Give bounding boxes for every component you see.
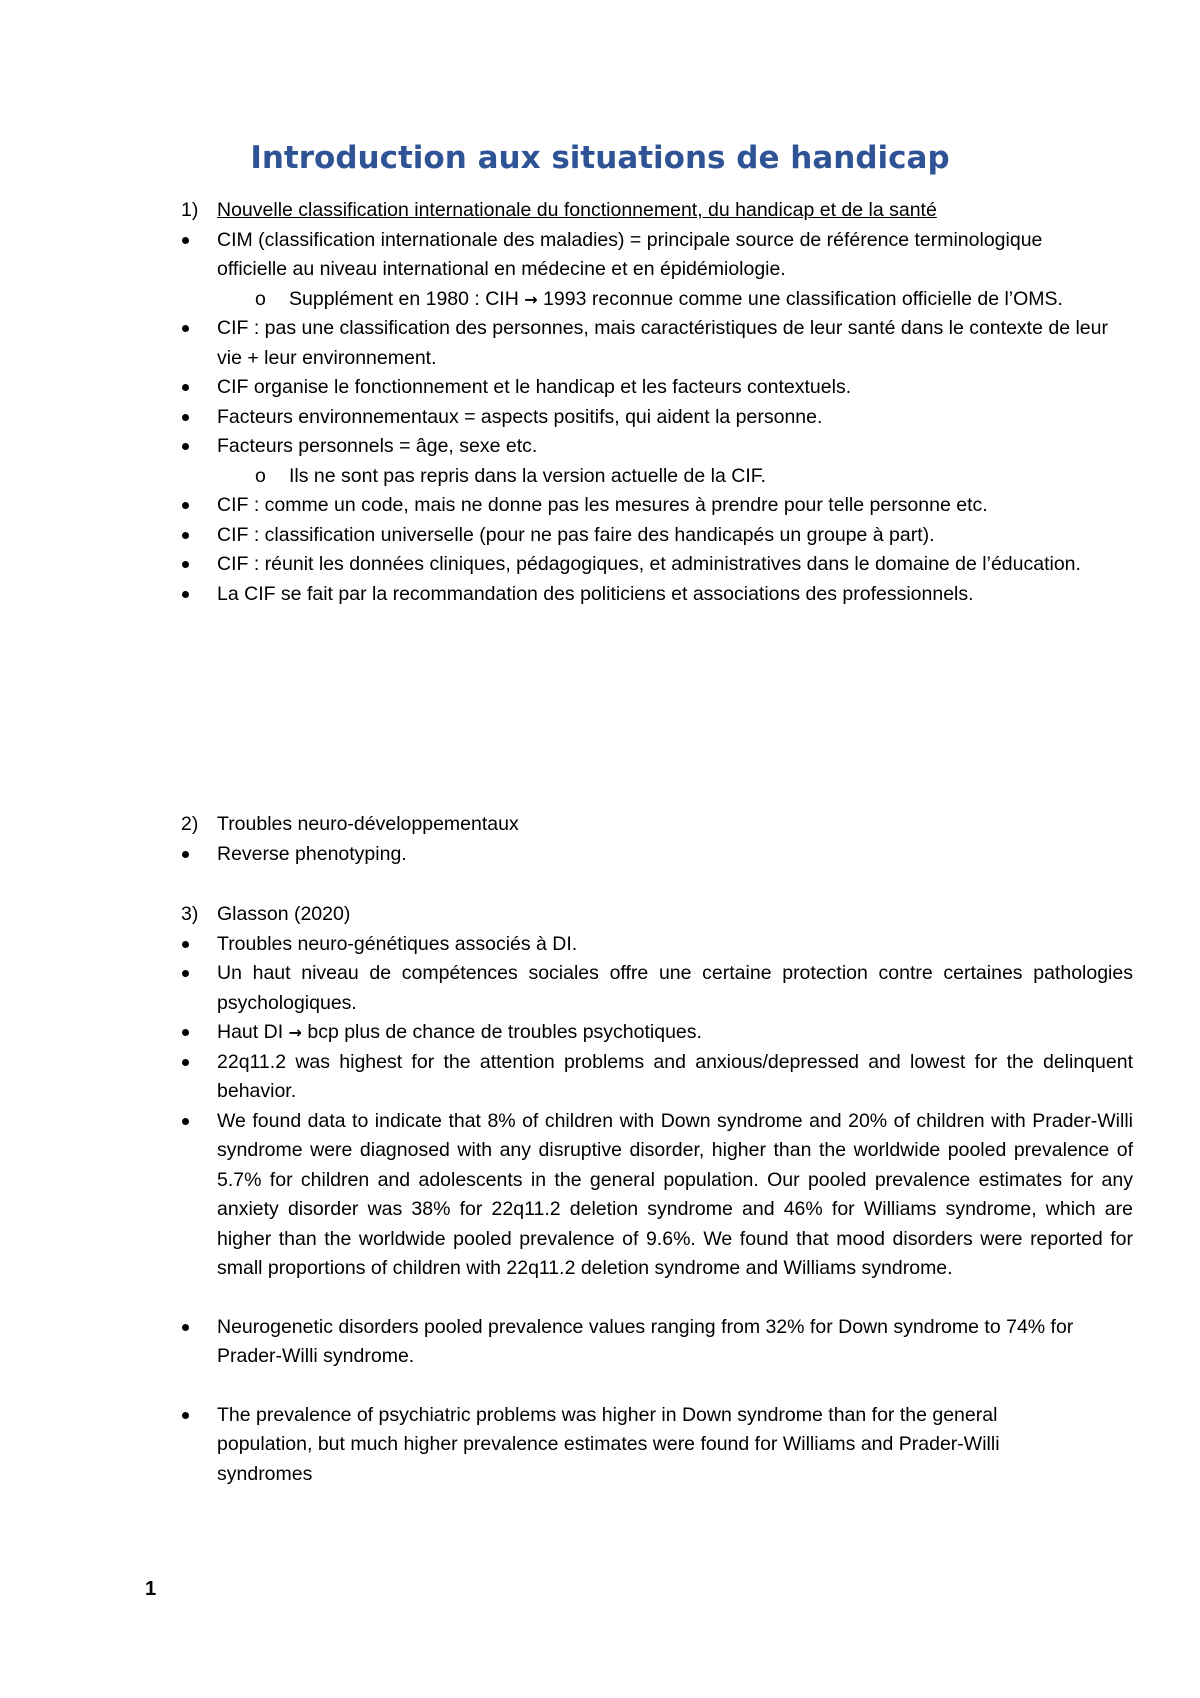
- arrow-icon: →: [288, 1023, 302, 1042]
- list-item: CIF : pas une classification des personnes, mais caractéristiques de leur santé dans le contexte de leur vie + leur environnement.: [145, 314, 1117, 373]
- list-item: The prevalence of psychiatric problems was higher in Down syndrome than for the general population, but much higher prevalence estimates were found for Williams and Prader-Willi syndromes: [145, 1401, 1087, 1490]
- sub-bullet-marker: o: [255, 287, 266, 310]
- page-number: 1: [145, 1578, 157, 1600]
- section-1: [181, 196, 1108, 609]
- sub-list-item: o Supplément en 1980 : CIH → 1993 reconnue comme une classification officielle de l’OMS.: [145, 285, 1139, 315]
- section-heading: Glasson (2020): [217, 903, 351, 925]
- section-3-heading-row: [181, 900, 1081, 930]
- arrow-icon: →: [524, 289, 538, 309]
- sub-list-item: o Ils ne sont pas repris dans la version actuelle de la CIF.: [145, 462, 1200, 492]
- section-number: 1): [181, 199, 199, 221]
- sub-bullet-marker: o: [255, 464, 266, 487]
- list-item: Facteurs personnels = âge, sexe etc.: [145, 432, 1200, 462]
- list-item: Facteurs environnementaux = aspects positifs, qui aident la personne.: [145, 403, 1200, 433]
- list-item: Neurogenetic disorders pooled prevalence values ranging from 32% for Down syndrome to 74% for Prader-Willi syndrome.: [145, 1313, 1087, 1372]
- bullet-list: [145, 840, 1081, 870]
- list-item: CIF organise le fonctionnement et le handicap et les facteurs contextuels.: [145, 373, 1200, 403]
- section-heading: Nouvelle classification internationale du fonctionnement, du handicap et de la santé: [217, 199, 937, 221]
- list-item: Troubles neuro-génétiques associés à DI.: [145, 930, 1200, 960]
- list-item: 22q11.2 was highest for the attention problems and anxious/depressed and lowest for the delinquent behavior.: [145, 1048, 1133, 1107]
- section-heading: Troubles neuro-développementaux: [217, 813, 519, 835]
- bullet-list: [145, 226, 1108, 610]
- list-item: Un haut niveau de compétences sociales offre une certaine protection contre certaines pathologies psychologiques.: [145, 959, 1133, 1018]
- list-item: Reverse phenotyping.: [145, 840, 1200, 870]
- list-item: CIF : réunit les données cliniques, pédagogiques, et administratives dans le domaine de l’éducation.: [145, 550, 1133, 580]
- section-2-heading-row: [181, 810, 1081, 840]
- section-2: [181, 810, 1081, 869]
- list-item: CIM (classification internationale des maladies) = principale source de référence terminologique officielle au niveau international en médecine et en épidémiologie.: [145, 226, 1097, 285]
- list-item: Haut DI → bcp plus de chance de troubles psychotiques.: [145, 1018, 1200, 1048]
- page-title: Introduction aux situations de handicap: [250, 140, 950, 176]
- section-3: [181, 900, 1133, 1489]
- section-number: 2): [181, 813, 199, 835]
- section-1-heading-row: [181, 196, 1081, 226]
- list-item: CIF : classification universelle (pour ne pas faire des handicapés un groupe à part).: [145, 521, 1133, 551]
- list-item: CIF : comme un code, mais ne donne pas les mesures à prendre pour telle personne etc.: [145, 491, 1133, 521]
- list-item: We found data to indicate that 8% of children with Down syndrome and 20% of children with Prader-Willi syndrome were diagnosed with any disruptive disorder, higher than the worldwide pooled prevalence of 5.7% for children and adolescents in the general population. Our pooled prevalence estimates for any anxiety disorder was 38% for 22q11.2 deletion syndrome and 46% for Williams syndrome, which are higher than the worldwide pooled prevalence of 9.6%. We found that mood disorders were reported for small proportions of children with 22q11.2 deletion syndrome and Williams syndrome.: [145, 1107, 1133, 1284]
- list-item: La CIF se fait par la recommandation des politiciens et associations des professionnels.: [145, 580, 1133, 610]
- bullet-list: [145, 930, 1133, 1490]
- section-number: 3): [181, 903, 199, 925]
